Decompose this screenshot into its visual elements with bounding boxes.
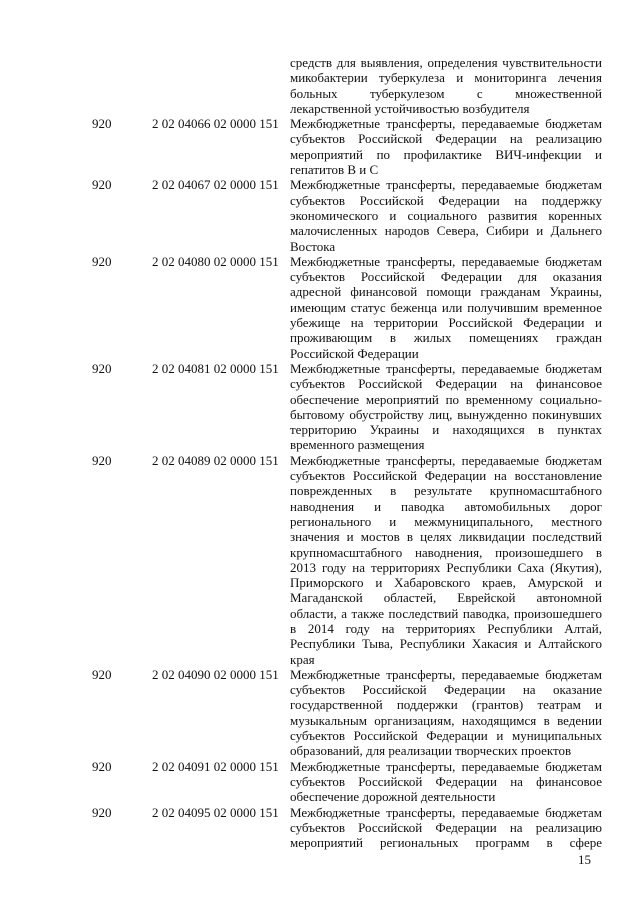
description-line: обеспечение мероприятий по временному социально- [290,391,602,407]
admin-code: 920 [92,758,112,774]
description-line: экономического и социального развития коренных [290,207,602,223]
description-line: мероприятий по профилактике ВИЧ-инфекции и [290,146,602,162]
description-line: 2013 году на территориях Республики Саха (Якутия), [290,559,602,575]
description-line: края [290,651,315,667]
description-line: бытовому обустройству лиц, вынужденно покинувших [290,406,602,422]
table-row [0,116,640,177]
budget-classification-code: 2 02 04089 02 0000 151 [152,452,279,468]
description-line: музыкальным организациям, находящимся в ведении [290,712,602,728]
admin-code: 920 [92,177,112,193]
description-line: больных туберкулезом с множественной [290,85,602,101]
description-line: средств для выявления, определения чувствительности [290,55,602,70]
table-row-continuation [0,55,640,116]
budget-classification-code: 2 02 04080 02 0000 151 [152,253,279,269]
table-row [0,361,640,453]
description-line: в 2014 году на территориях Республики Алтай, [290,620,602,636]
admin-code: 920 [92,253,112,269]
description-line: образований, для реализации творческих проектов [290,743,572,759]
admin-code: 920 [92,360,112,376]
description-line: субъектов Российской Федерации и муниципальных [290,728,602,744]
description-line: Российской Федерации [290,345,419,361]
description-line: государственной поддержки (грантов) театрам и [290,697,602,713]
description-line: крупномасштабного наводнения, произошедшего в [290,544,602,560]
description-line: Межбюджетные трансферты, передаваемые бюджетам [290,452,602,468]
row-description [290,177,602,253]
budget-classification-code: 2 02 04095 02 0000 151 [152,804,279,820]
description-line: субъектов Российской Федерации на оказание [290,682,602,698]
description-line: микобактерии туберкулеза и мониторинга лечения [290,70,602,86]
description-line: Межбюджетные трансферты, передаваемые бюджетам [290,360,602,376]
description-line: Межбюджетные трансферты, передаваемые бюджетам [290,253,602,269]
description-line: имеющим статус беженца или получившим временное [290,299,602,315]
row-description [290,254,602,361]
row-description [290,55,602,116]
description-line: субъектов Российской Федерации на финансовое [290,773,602,789]
table-row [0,759,640,805]
admin-code: 920 [92,666,112,682]
description-line: Межбюджетные трансферты, передаваемые бюджетам [290,666,602,682]
description-line: Приморского и Хабаровского краев, Амурской и [290,575,602,591]
row-description [290,667,602,759]
description-line: Межбюджетные трансферты, передаваемые бюджетам [290,116,602,132]
description-line: субъектов Российской Федерации для оказания [290,269,602,285]
admin-code: 920 [92,116,112,132]
description-line: поврежденных в результате крупномасштабного [290,483,602,499]
row-description [290,759,602,805]
budget-classification-code: 2 02 04091 02 0000 151 [152,758,279,774]
description-line: обеспечение дорожной деятельности [290,789,496,805]
description-line: субъектов Российской Федерации на восстановление [290,468,602,484]
description-line: малочисленных народов Севера, Сибири и Дальнего [290,223,602,239]
description-line: Востока [290,238,336,254]
description-line: субъектов Российской Федерации на поддержку [290,192,602,208]
description-line: субъектов Российской Федерации на финансовое [290,376,602,392]
row-description [290,361,602,453]
table-row [0,453,640,667]
description-line: Межбюджетные трансферты, передаваемые бюджетам [290,177,602,193]
budget-classification-code: 2 02 04090 02 0000 151 [152,666,279,682]
description-line: мероприятий региональных программ в сфере [290,835,602,851]
budget-classification-code: 2 02 04066 02 0000 151 [152,116,279,132]
description-line: наводнения и паводка автомобильных дорог [290,498,602,514]
description-line: Межбюджетные трансферты, передаваемые бюджетам [290,804,602,820]
description-line: области, а также последствий паводка, произошедшего [290,605,602,621]
description-line: субъектов Российской Федерации на реализацию [290,819,602,835]
description-line: регионального и межмуниципального, местного [290,513,602,529]
budget-classification-code: 2 02 04081 02 0000 151 [152,360,279,376]
page-number: 15 [578,852,591,867]
table-row [0,667,640,759]
table-row [0,805,640,851]
description-line: временного размещения [290,437,425,453]
income-codes-table [0,55,640,850]
admin-code: 920 [92,452,112,468]
description-line: Межбюджетные трансферты, передаваемые бюджетам [290,758,602,774]
description-line: значения и мостов в целях ликвидации последствий [290,529,602,545]
row-description [290,116,602,177]
description-line: субъектов Российской Федерации на реализацию [290,131,602,147]
description-line: Республики Тыва, Республики Хакасия и Алтайского [290,636,602,652]
row-description [290,805,602,851]
description-line: проживающим в жилых помещениях граждан [290,330,602,346]
description-line: убежище на территории Российской Федерации и [290,315,602,331]
description-line: лекарственной устойчивостью возбудителя [290,100,530,116]
table-row [0,177,640,253]
row-description [290,453,602,667]
description-line: гепатитов В и С [290,162,379,178]
table-row [0,254,640,361]
description-line: территорию Украины и находящихся в пунктах [290,422,602,438]
admin-code: 920 [92,804,112,820]
budget-classification-code: 2 02 04067 02 0000 151 [152,177,279,193]
description-line: адресной финансовой помощи гражданам Украины, [290,284,602,300]
description-line: Магаданской областей, Еврейской автономной [290,590,602,606]
